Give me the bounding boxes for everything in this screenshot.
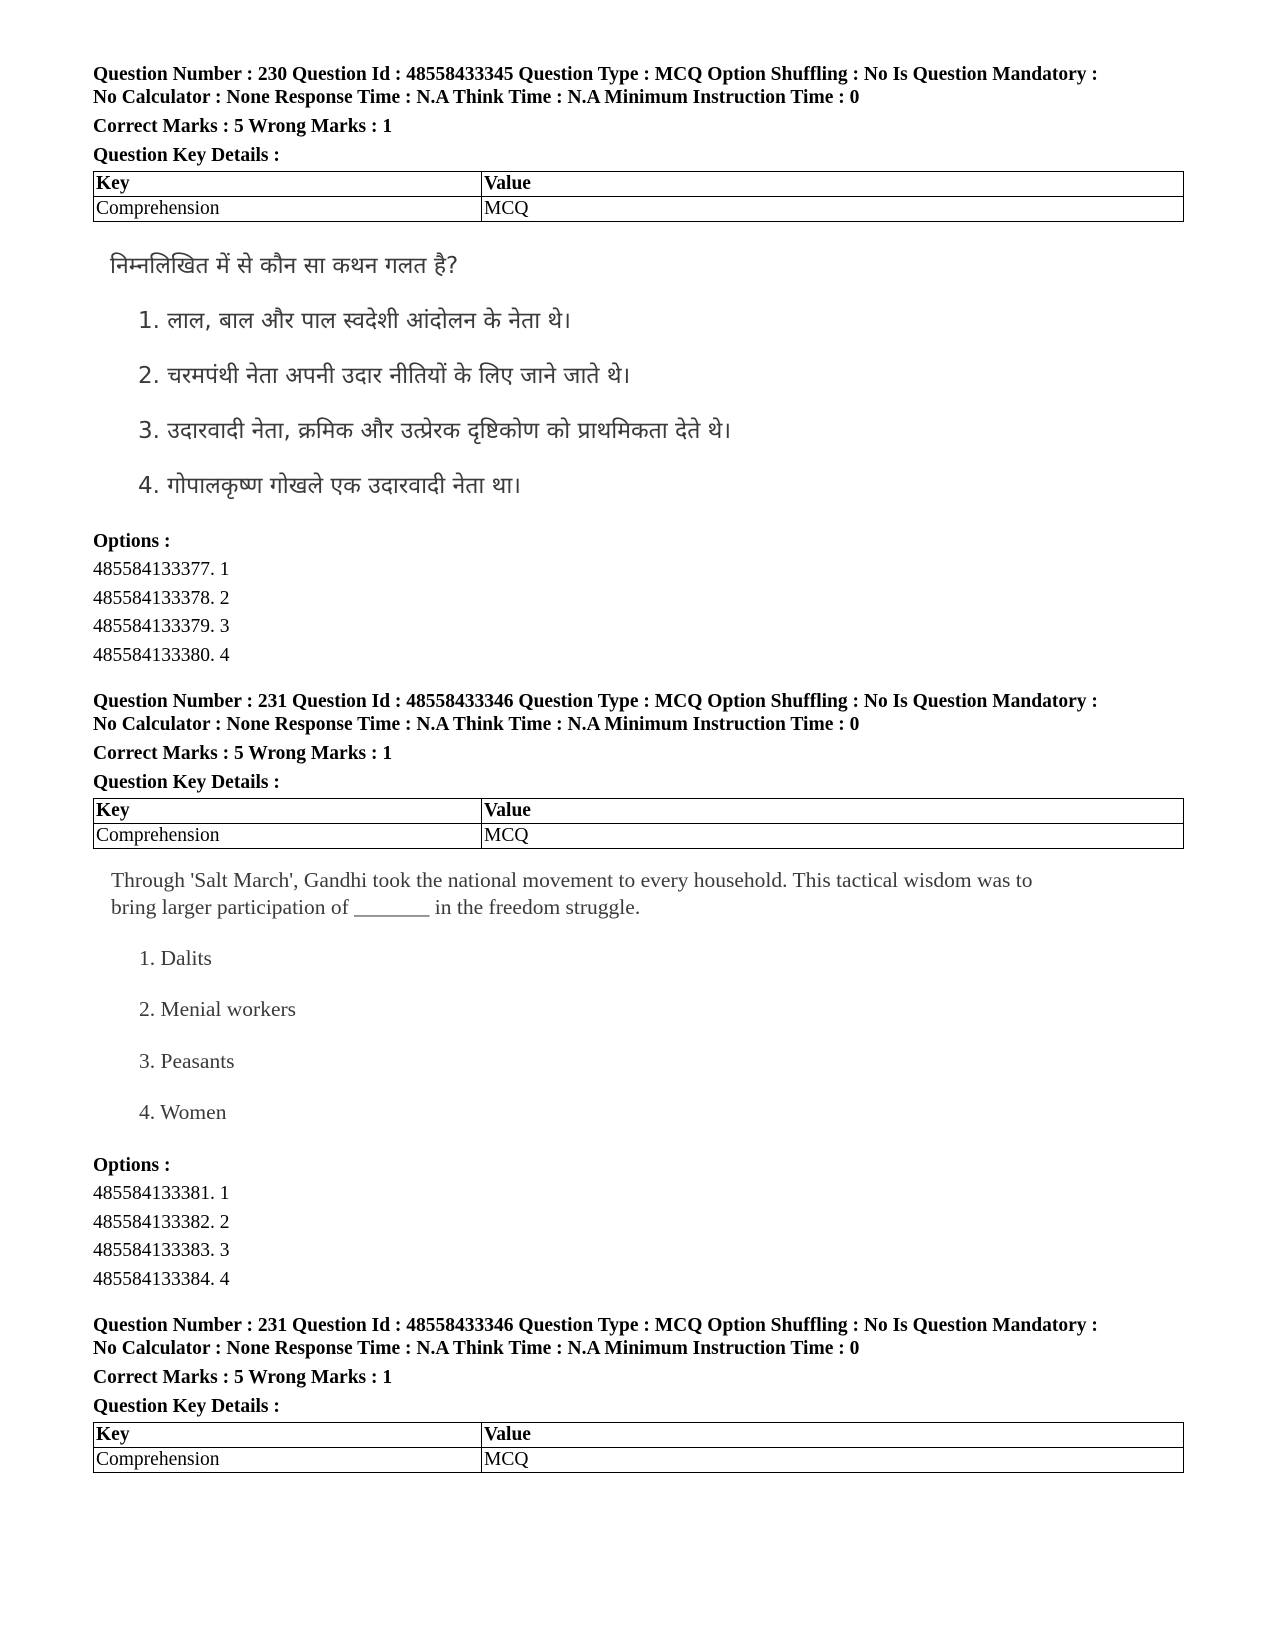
question-meta-line2: No Calculator : None Response Time : N.A Think Time : N.A Minimum Instruction Time : 0 — [93, 87, 860, 108]
cell-value: MCQ — [482, 197, 1184, 222]
key-details-label: Question Key Details : — [93, 145, 280, 166]
option-1: 485584133377. 1 — [93, 559, 230, 580]
question-text: निम्नलिखित में से कौन सा कथन गलत है? — [110, 253, 459, 279]
key-value-table — [93, 798, 1184, 849]
key-value-table — [93, 1422, 1184, 1473]
header-value: Value — [482, 1423, 1184, 1448]
header-value: Value — [482, 172, 1184, 197]
options-block-231 — [93, 1152, 1185, 1294]
question-block-231-repeat — [93, 1314, 1185, 1473]
question-meta-line2: No Calculator : None Response Time : N.A Think Time : N.A Minimum Instruction Time : 0 — [93, 714, 860, 735]
option-2: 485584133378. 2 — [93, 587, 230, 609]
question-block-231 — [93, 690, 1185, 849]
header-key: Key — [94, 1423, 482, 1448]
statement-4: 4. Women — [139, 1100, 227, 1124]
question-meta-line1: Question Number : 230 Question Id : 48558433345 Question Type : MCQ Option Shuffling : No Is Question Mandatory : — [93, 64, 1098, 85]
cell-value: MCQ — [482, 1448, 1184, 1473]
cell-key: Comprehension — [94, 197, 482, 222]
table-header-row — [94, 799, 1184, 824]
marks-line: Correct Marks : 5 Wrong Marks : 1 — [93, 116, 393, 137]
cell-key: Comprehension — [94, 1448, 482, 1473]
table-header-row — [94, 1423, 1184, 1448]
question-meta-line2: No Calculator : None Response Time : N.A Think Time : N.A Minimum Instruction Time : 0 — [93, 1338, 860, 1359]
key-value-table — [93, 171, 1184, 222]
table-row — [94, 1448, 1184, 1473]
marks-line: Correct Marks : 5 Wrong Marks : 1 — [93, 743, 393, 764]
statement-3: 3. उदारवादी नेता, क्रमिक और उत्प्रेरक दृष्टिकोण को प्राथमिकता देते थे। — [138, 418, 732, 444]
table-row — [94, 197, 1184, 222]
statement-2: 2. Menial workers — [139, 997, 297, 1021]
table-header-row — [94, 172, 1184, 197]
question-meta-line1: Question Number : 231 Question Id : 48558433346 Question Type : MCQ Option Shuffling : No Is Question Mandatory : — [93, 691, 1098, 712]
cell-value: MCQ — [482, 824, 1184, 849]
question-text-line1: Through 'Salt March', Gandhi took the national movement to every household. This tactical wisdom was to — [111, 868, 1033, 892]
option-2: 485584133382. 2 — [93, 1211, 230, 1233]
statement-4: 4. गोपालकृष्ण गोखले एक उदारवादी नेता था। — [138, 473, 522, 499]
cell-key: Comprehension — [94, 824, 482, 849]
options-label: Options : — [93, 531, 171, 552]
question-text-line2: bring larger participation of _______ in the freedom struggle. — [111, 895, 641, 919]
table-row — [94, 824, 1184, 849]
option-4: 485584133384. 4 — [93, 1268, 230, 1290]
marks-line: Correct Marks : 5 Wrong Marks : 1 — [93, 1367, 393, 1388]
option-3: 485584133379. 3 — [93, 616, 230, 637]
key-details-label: Question Key Details : — [93, 772, 280, 793]
option-3: 485584133383. 3 — [93, 1240, 230, 1261]
header-key: Key — [94, 799, 482, 824]
key-details-label: Question Key Details : — [93, 1396, 280, 1417]
option-4: 485584133380. 4 — [93, 644, 230, 666]
header-value: Value — [482, 799, 1184, 824]
question-meta-line1: Question Number : 231 Question Id : 48558433346 Question Type : MCQ Option Shuffling : No Is Question Mandatory : — [93, 1315, 1098, 1336]
option-1: 485584133381. 1 — [93, 1183, 230, 1204]
statement-1: 1. Dalits — [139, 946, 212, 970]
statement-1: 1. लाल, बाल और पाल स्वदेशी आंदोलन के नेता थे। — [138, 308, 571, 334]
options-block-230 — [93, 528, 1185, 670]
question-block-230 — [93, 63, 1185, 222]
header-key: Key — [94, 172, 482, 197]
options-label: Options : — [93, 1155, 171, 1176]
statement-2: 2. चरमपंथी नेता अपनी उदार नीतियों के लिए जाने जाते थे। — [138, 363, 631, 389]
statement-3: 3. Peasants — [139, 1049, 235, 1073]
